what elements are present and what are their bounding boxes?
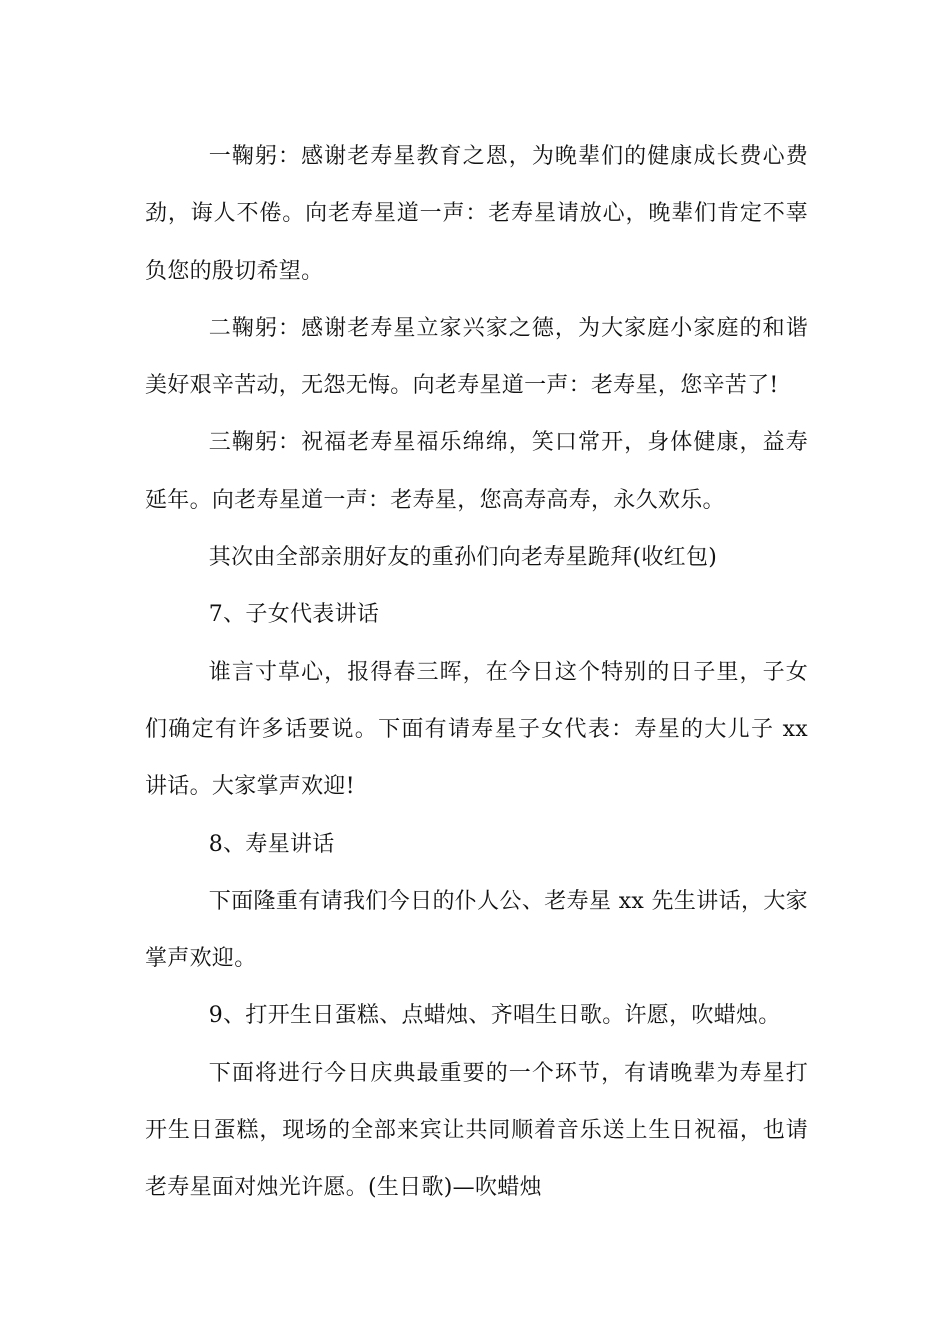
paragraph-first-bow: 一鞠躬：感谢老寿星教育之恩，为晚辈们的健康成长费心费劲，诲人不倦。向老寿星道一声：老寿星请放心，晚辈们肯定不辜负您的殷切希望。: [145, 144, 808, 284]
paragraph-children-speech: 谁言寸草心，报得春三晖，在今日这个特别的日子里，子女们确定有许多话要说。下面有请寿星子女代表：寿星的大儿子 xx 讲话。大家掌声欢迎!: [145, 659, 808, 800]
paragraph-kneel-bow: 其次由全部亲朋好友的重孙们向老寿星跪拜(收红包): [208, 545, 718, 571]
paragraph-third-bow: 三鞠躬：祝福老寿星福乐绵绵，笑口常开，身体健康，益寿延年。向老寿星道一声：老寿星，您高寿高寿，永久欢乐。: [145, 430, 808, 513]
section-heading-children-speech: 7、子女代表讲话: [208, 602, 380, 628]
section-heading-birthday-cake: 9、打开生日蛋糕、点蜡烛、齐唱生日歌。许愿，吹蜡烛。: [208, 1003, 781, 1029]
paragraph-honoree-speech: 下面隆重有请我们今日的仆人公、老寿星 xx 先生讲话，大家掌声欢迎。: [145, 888, 808, 972]
document-body: [145, 128, 808, 1217]
paragraph-birthday-cake: 下面将进行今日庆典最重要的一个环节，有请晚辈为寿星打开生日蛋糕，现场的全部来宾让共同顺着音乐送上生日祝福，也请老寿星面对烛光许愿。(生日歌)—吹蜡烛: [145, 1060, 808, 1201]
section-heading-honoree-speech: 8、寿星讲话: [208, 831, 335, 857]
paragraph-second-bow: 二鞠躬：感谢老寿星立家兴家之德，为大家庭小家庭的和谐美好艰辛苦动，无怨无悔。向老寿星道一声：老寿星，您辛苦了!: [145, 315, 808, 399]
